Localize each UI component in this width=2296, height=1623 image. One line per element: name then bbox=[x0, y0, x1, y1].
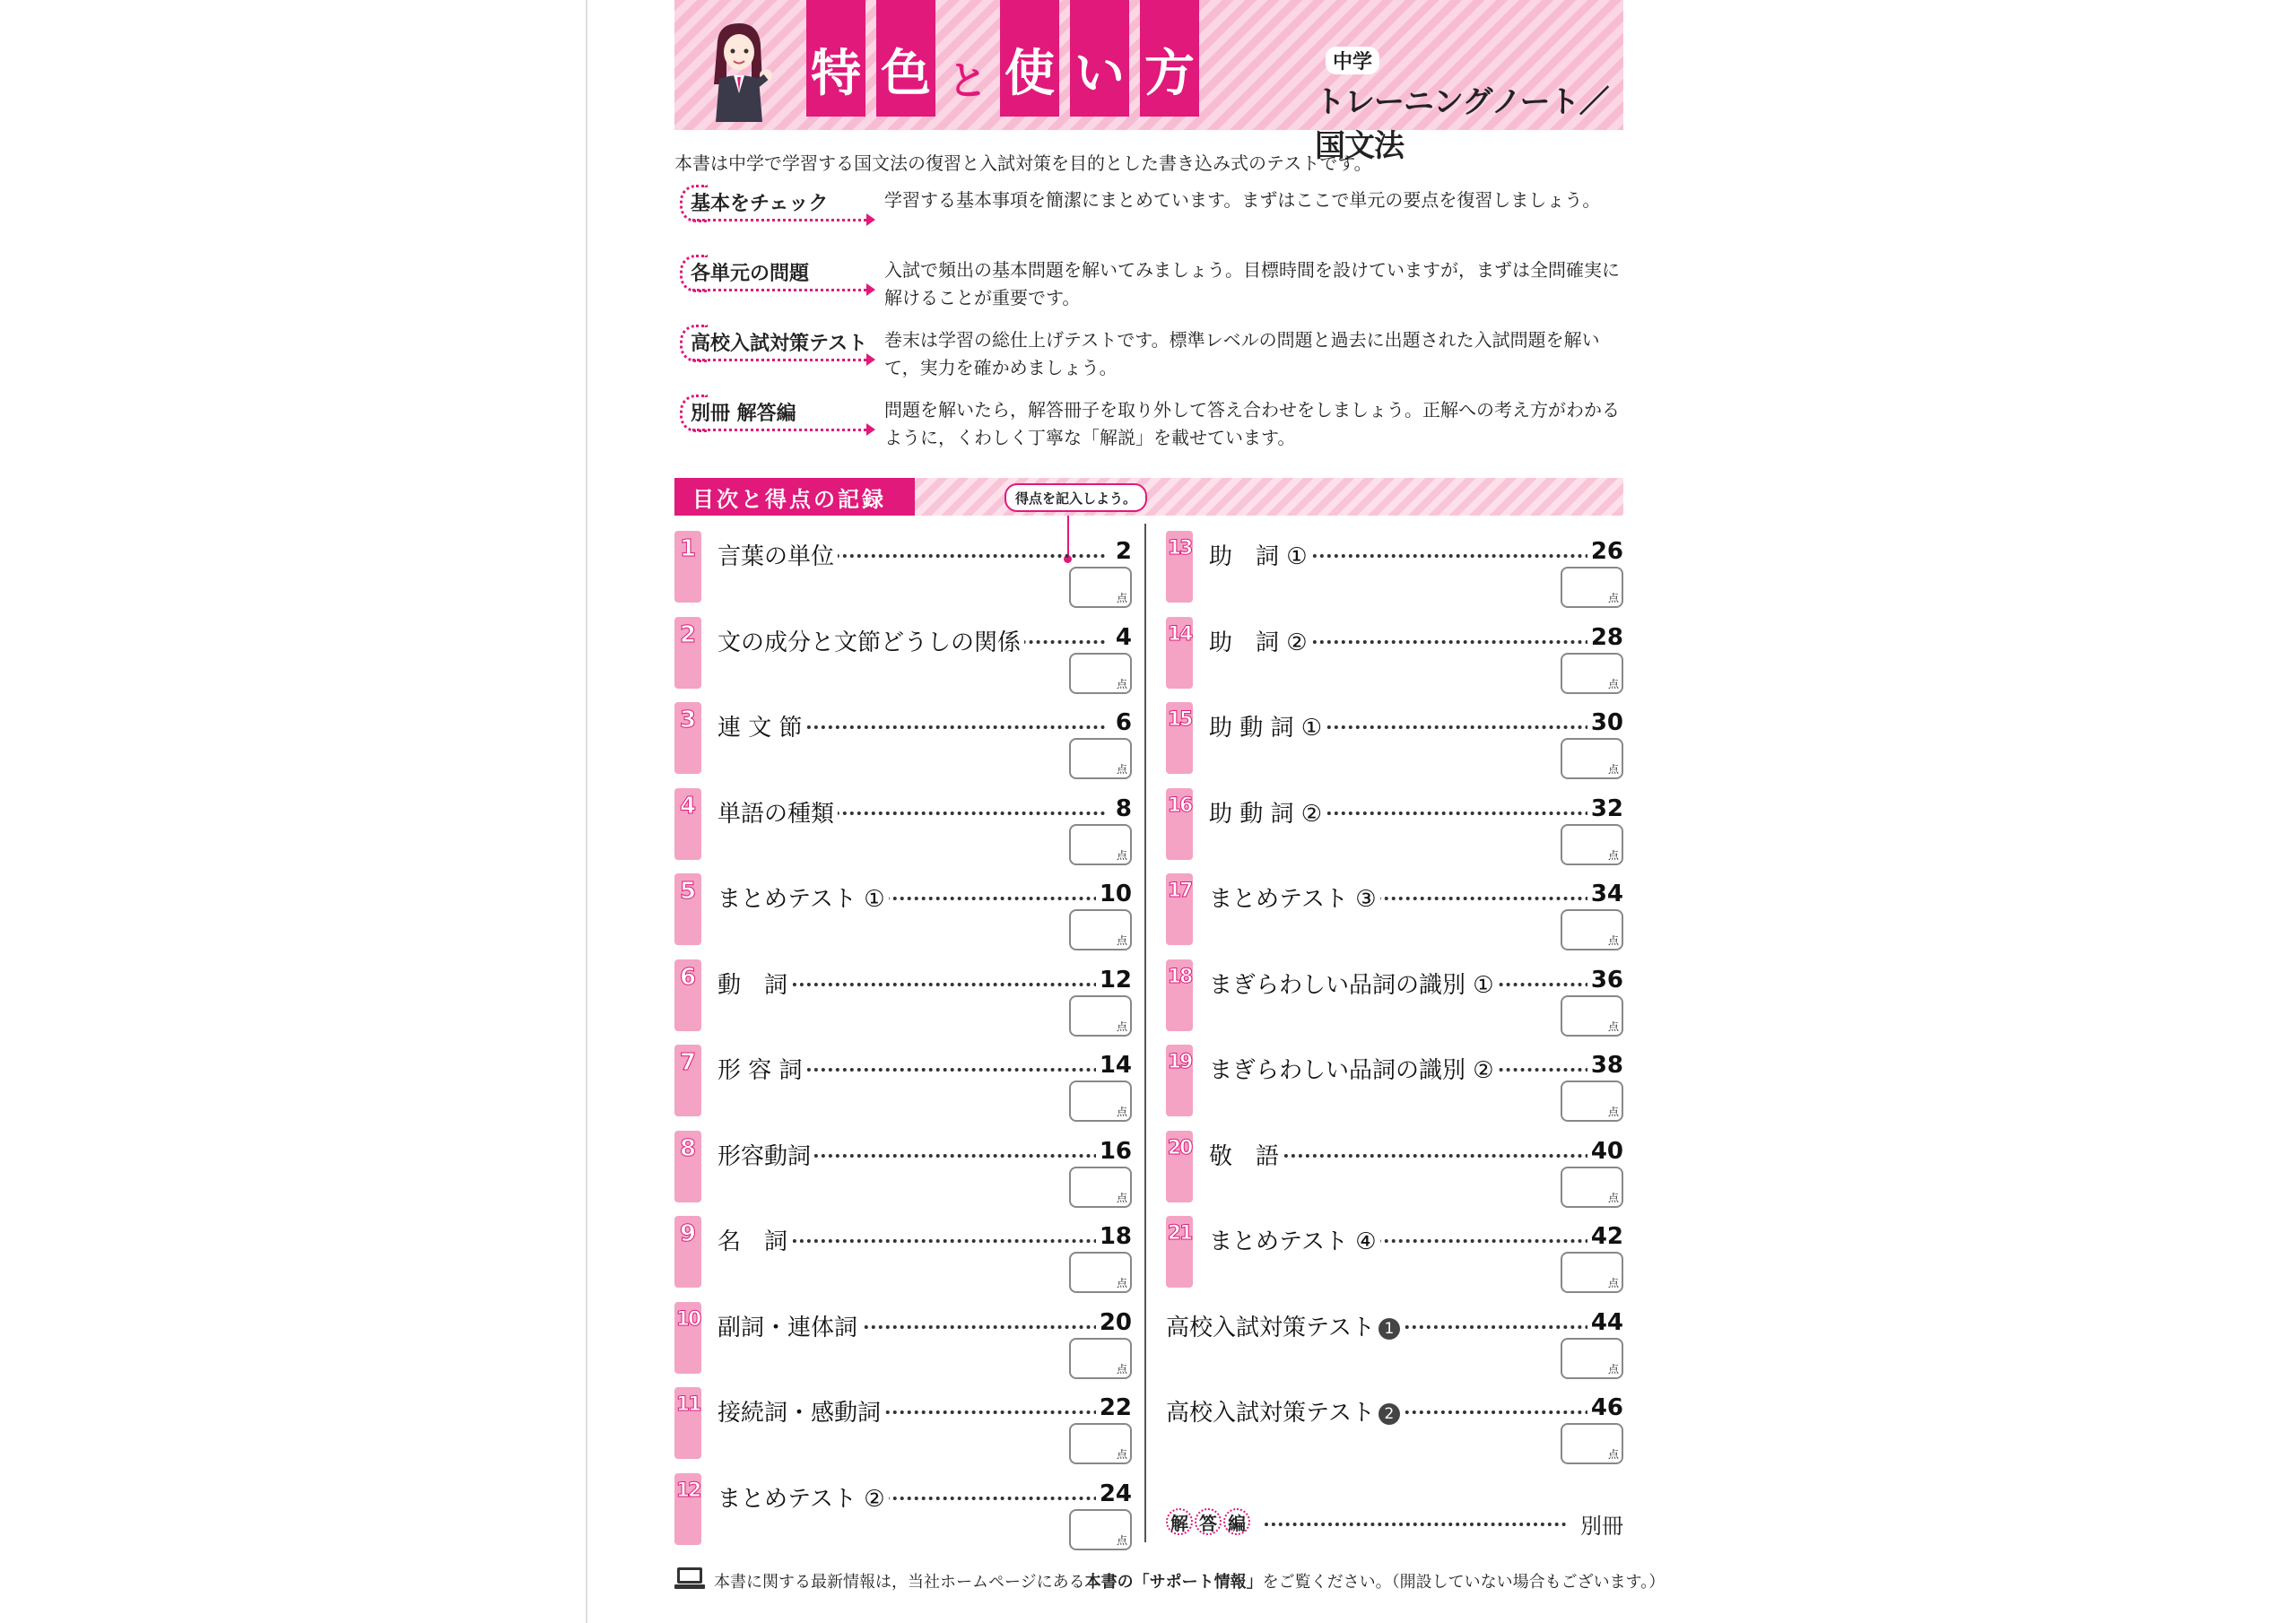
score-unit: 点 bbox=[1116, 1277, 1127, 1289]
arrow-icon bbox=[866, 353, 875, 366]
exam-number-badge: 2 bbox=[1378, 1403, 1400, 1425]
toc-entry bbox=[1166, 1131, 1623, 1208]
answer-tag: 解 bbox=[1166, 1508, 1193, 1535]
score-box[interactable] bbox=[1561, 653, 1623, 694]
feature-desc: 巻末は学習の総仕上げテストです。標準レベルの問題と過去に出題された入試問題を解いて，実力を確かめましょう。 bbox=[884, 329, 1600, 378]
score-unit: 点 bbox=[1607, 849, 1619, 862]
unit-title: 助 詞 ① bbox=[1209, 538, 1311, 571]
page-number: 40 bbox=[1587, 1138, 1623, 1165]
score-box[interactable] bbox=[1561, 567, 1623, 608]
title-char: 方 bbox=[1140, 0, 1199, 117]
feature-desc: 学習する基本事項を簡潔にまとめています。まずはここで単元の要点を復習しましょう。 bbox=[884, 189, 1601, 211]
feature-label bbox=[680, 185, 859, 222]
column-divider bbox=[1144, 524, 1146, 1542]
answer-tag: 答 bbox=[1195, 1508, 1222, 1535]
score-box[interactable] bbox=[1069, 995, 1132, 1037]
score-box[interactable] bbox=[1561, 1338, 1623, 1379]
title-char: 色 bbox=[876, 0, 935, 117]
score-box[interactable] bbox=[1069, 738, 1132, 779]
page-edge bbox=[586, 0, 587, 1623]
score-box[interactable] bbox=[1069, 1338, 1132, 1379]
unit-title: 形 容 詞 bbox=[718, 1052, 806, 1085]
unit-title: 接続詞・感動詞 bbox=[718, 1394, 884, 1428]
unit-title: 助 動 詞 ② bbox=[1209, 795, 1326, 829]
score-unit: 点 bbox=[1116, 763, 1127, 776]
score-box[interactable] bbox=[1561, 995, 1623, 1037]
series-subtitle: 中学 bbox=[1326, 47, 1379, 74]
toc-title: 目次と得点の記録 bbox=[674, 478, 915, 516]
unit-number: 16 bbox=[1166, 788, 1193, 860]
arrow-icon bbox=[866, 213, 875, 226]
unit-number: 7 bbox=[674, 1045, 701, 1116]
unit-number: 2 bbox=[674, 617, 701, 689]
unit-title: 助 動 詞 ① bbox=[1209, 709, 1326, 742]
score-unit: 点 bbox=[1116, 1192, 1127, 1204]
feature-desc: 問題を解いたら，解答冊子を取り外して答え合わせをしましょう。正解への考え方がわかるように，くわしく丁寧な「解説」を載せています。 bbox=[884, 399, 1620, 448]
answer-row bbox=[1166, 1508, 1623, 1539]
unit-number: 13 bbox=[1166, 531, 1193, 603]
score-unit: 点 bbox=[1116, 849, 1127, 862]
page-number: 44 bbox=[1587, 1309, 1623, 1336]
unit-number: 4 bbox=[674, 788, 701, 860]
score-unit: 点 bbox=[1607, 592, 1619, 604]
unit-title: 副詞・連体詞 bbox=[718, 1309, 861, 1342]
title-char: 特 bbox=[806, 0, 865, 117]
unit-title: 形容動詞 bbox=[718, 1138, 814, 1171]
computer-icon bbox=[674, 1566, 705, 1591]
unit-title: まとめテスト ④ bbox=[1209, 1223, 1380, 1256]
arrow-icon bbox=[866, 283, 875, 296]
toc-entry bbox=[674, 1387, 1132, 1464]
unit-title: 敬 語 bbox=[1209, 1138, 1283, 1171]
score-box[interactable] bbox=[1069, 1423, 1132, 1464]
page-number: 32 bbox=[1587, 795, 1623, 822]
page-number: 8 bbox=[1112, 795, 1132, 822]
unit-title: まぎらわしい品詞の識別 ① bbox=[1209, 967, 1498, 1000]
page-number: 10 bbox=[1096, 881, 1132, 907]
score-unit: 点 bbox=[1607, 1106, 1619, 1118]
arrow-icon bbox=[866, 423, 875, 436]
unit-title: 動 詞 bbox=[718, 967, 791, 1000]
unit-number: 18 bbox=[1166, 959, 1193, 1031]
score-unit: 点 bbox=[1116, 1534, 1127, 1547]
unit-title: 高校入試対策テスト 2 bbox=[1166, 1394, 1404, 1428]
answer-tag: 編 bbox=[1223, 1508, 1250, 1535]
toc-entry bbox=[1166, 788, 1623, 865]
page-number: 34 bbox=[1587, 881, 1623, 907]
unit-title: 助 詞 ② bbox=[1209, 624, 1311, 657]
page-number: 30 bbox=[1587, 709, 1623, 736]
page bbox=[674, 0, 1665, 1623]
page-number: 18 bbox=[1096, 1223, 1132, 1250]
unit-number: 19 bbox=[1166, 1045, 1193, 1116]
exam-number-badge: 1 bbox=[1378, 1318, 1400, 1340]
page-number: 22 bbox=[1096, 1394, 1132, 1421]
toc-entry bbox=[1166, 959, 1623, 1037]
title-char: い bbox=[1070, 0, 1129, 117]
score-unit: 点 bbox=[1116, 678, 1127, 690]
unit-title: まとめテスト ③ bbox=[1209, 881, 1380, 914]
score-box[interactable] bbox=[1069, 567, 1132, 608]
answer-tags bbox=[1166, 1508, 1256, 1535]
score-unit: 点 bbox=[1607, 1192, 1619, 1204]
toc-entry bbox=[1166, 1216, 1623, 1293]
title-char: と bbox=[948, 58, 987, 104]
unit-number: 8 bbox=[674, 1131, 701, 1202]
score-box[interactable] bbox=[1561, 1252, 1623, 1293]
score-unit: 点 bbox=[1607, 1363, 1619, 1376]
score-box[interactable] bbox=[1069, 1167, 1132, 1208]
page-number: 2 bbox=[1112, 538, 1132, 565]
page-number: 36 bbox=[1587, 967, 1623, 994]
student-mascot-icon bbox=[701, 22, 775, 122]
unit-number: 10 bbox=[674, 1302, 701, 1374]
score-box[interactable] bbox=[1561, 738, 1623, 779]
toc-entry bbox=[1166, 1302, 1623, 1379]
page-number: 24 bbox=[1096, 1480, 1132, 1507]
unit-number: 17 bbox=[1166, 873, 1193, 945]
unit-title: 単語の種類 bbox=[718, 795, 838, 829]
feature-desc: 入試で頻出の基本問題を解いてみましょう。目標時間を設けていますが，まずは全問確実に解けることが重要です。 bbox=[884, 259, 1620, 308]
score-box[interactable] bbox=[1069, 909, 1132, 950]
score-box[interactable] bbox=[1561, 909, 1623, 950]
unit-title: 連 文 節 bbox=[718, 709, 806, 742]
feature-label-text: 別冊 解答編 bbox=[691, 403, 796, 425]
score-unit: 点 bbox=[1116, 1448, 1127, 1461]
unit-number: 11 bbox=[674, 1387, 701, 1459]
score-unit: 点 bbox=[1607, 1020, 1619, 1033]
toc-entry bbox=[674, 1302, 1132, 1379]
score-note: 得点を記入しよう。 bbox=[1004, 483, 1147, 512]
score-box[interactable] bbox=[1561, 1081, 1623, 1122]
score-unit: 点 bbox=[1607, 1277, 1619, 1289]
unit-number: 14 bbox=[1166, 617, 1193, 689]
toc-entry bbox=[674, 1045, 1132, 1122]
page-number: 46 bbox=[1587, 1394, 1623, 1421]
score-box[interactable] bbox=[1561, 1167, 1623, 1208]
unit-number: 9 bbox=[674, 1216, 701, 1288]
score-box[interactable] bbox=[1069, 1509, 1132, 1550]
toc-entry bbox=[1166, 1045, 1623, 1122]
score-unit: 点 bbox=[1607, 1448, 1619, 1461]
score-box[interactable] bbox=[1069, 824, 1132, 865]
unit-title: まとめテスト ② bbox=[718, 1480, 889, 1514]
series-title: トレーニングノート／国文法 bbox=[1315, 84, 1609, 164]
title-char: 使 bbox=[1000, 0, 1059, 117]
page-number: 42 bbox=[1587, 1223, 1623, 1250]
footer-text: 本書に関する最新情報は，当社ホームページにある本書の「サポート情報」をご覧ください。（開設していない場合もございます。） bbox=[714, 1573, 1665, 1592]
score-unit: 点 bbox=[1116, 592, 1127, 604]
page-number: 20 bbox=[1096, 1309, 1132, 1336]
score-unit: 点 bbox=[1607, 763, 1619, 776]
unit-title: まぎらわしい品詞の識別 ② bbox=[1209, 1052, 1498, 1085]
page-number: 14 bbox=[1096, 1052, 1132, 1079]
toc-entry bbox=[674, 959, 1132, 1037]
unit-title: まとめテスト ① bbox=[718, 881, 889, 914]
unit-title: 言葉の単位 bbox=[718, 538, 838, 571]
page-number: 38 bbox=[1587, 1052, 1623, 1079]
toc-entry bbox=[674, 788, 1132, 865]
page-number: 6 bbox=[1112, 709, 1132, 736]
unit-title: 文の成分と文節どうしの関係 bbox=[718, 624, 1024, 657]
toc-header bbox=[674, 478, 1623, 516]
toc-entry bbox=[674, 1216, 1132, 1293]
toc-entry bbox=[674, 1131, 1132, 1208]
feature-label-text: 各単元の問題 bbox=[691, 263, 810, 285]
score-unit: 点 bbox=[1116, 1106, 1127, 1118]
page-number: 28 bbox=[1587, 624, 1623, 651]
unit-number: 12 bbox=[674, 1473, 701, 1545]
toc-entry bbox=[674, 617, 1132, 694]
toc-entry bbox=[1166, 1387, 1623, 1464]
unit-number: 1 bbox=[674, 531, 701, 603]
toc-entry bbox=[674, 531, 1132, 608]
unit-number: 21 bbox=[1166, 1216, 1193, 1288]
score-unit: 点 bbox=[1116, 1020, 1127, 1033]
toc-entry bbox=[1166, 702, 1623, 779]
score-box[interactable] bbox=[1069, 1252, 1132, 1293]
unit-number: 15 bbox=[1166, 702, 1193, 774]
score-unit: 点 bbox=[1607, 678, 1619, 690]
feature-label bbox=[680, 255, 859, 292]
answer-page: 別冊 bbox=[1577, 1508, 1623, 1540]
unit-title: 名 詞 bbox=[718, 1223, 791, 1256]
score-box[interactable] bbox=[1069, 1081, 1132, 1122]
score-unit: 点 bbox=[1607, 934, 1619, 947]
score-box[interactable] bbox=[1561, 824, 1623, 865]
toc-entry bbox=[674, 702, 1132, 779]
feature-label-text: 高校入試対策テスト bbox=[691, 333, 868, 355]
feature-label-text: 基本をチェック bbox=[691, 193, 829, 215]
footer bbox=[674, 1564, 1665, 1596]
page-number: 4 bbox=[1112, 624, 1132, 651]
unit-number: 5 bbox=[674, 873, 701, 945]
unit-number: 20 bbox=[1166, 1131, 1193, 1202]
intro-text: 本書は中学で学習する国文法の復習と入試対策を目的とした書き込み式のテストです。 bbox=[674, 152, 1372, 174]
score-box[interactable] bbox=[1561, 1423, 1623, 1464]
page-number: 26 bbox=[1587, 538, 1623, 565]
toc-entry bbox=[1166, 617, 1623, 694]
unit-number: 6 bbox=[674, 959, 701, 1031]
page-number: 16 bbox=[1096, 1138, 1132, 1165]
unit-title: 高校入試対策テスト 1 bbox=[1166, 1309, 1404, 1342]
feature-label bbox=[680, 395, 859, 432]
toc-entry bbox=[674, 873, 1132, 950]
score-unit: 点 bbox=[1116, 934, 1127, 947]
toc-entry bbox=[674, 1473, 1132, 1550]
dot-leader bbox=[1265, 1523, 1566, 1526]
feature-label bbox=[680, 325, 868, 362]
unit-number: 3 bbox=[674, 702, 701, 774]
toc-entry bbox=[1166, 873, 1623, 950]
toc-entry bbox=[1166, 531, 1623, 608]
page-number: 12 bbox=[1096, 967, 1132, 994]
score-unit: 点 bbox=[1116, 1363, 1127, 1376]
score-box[interactable] bbox=[1069, 653, 1132, 694]
